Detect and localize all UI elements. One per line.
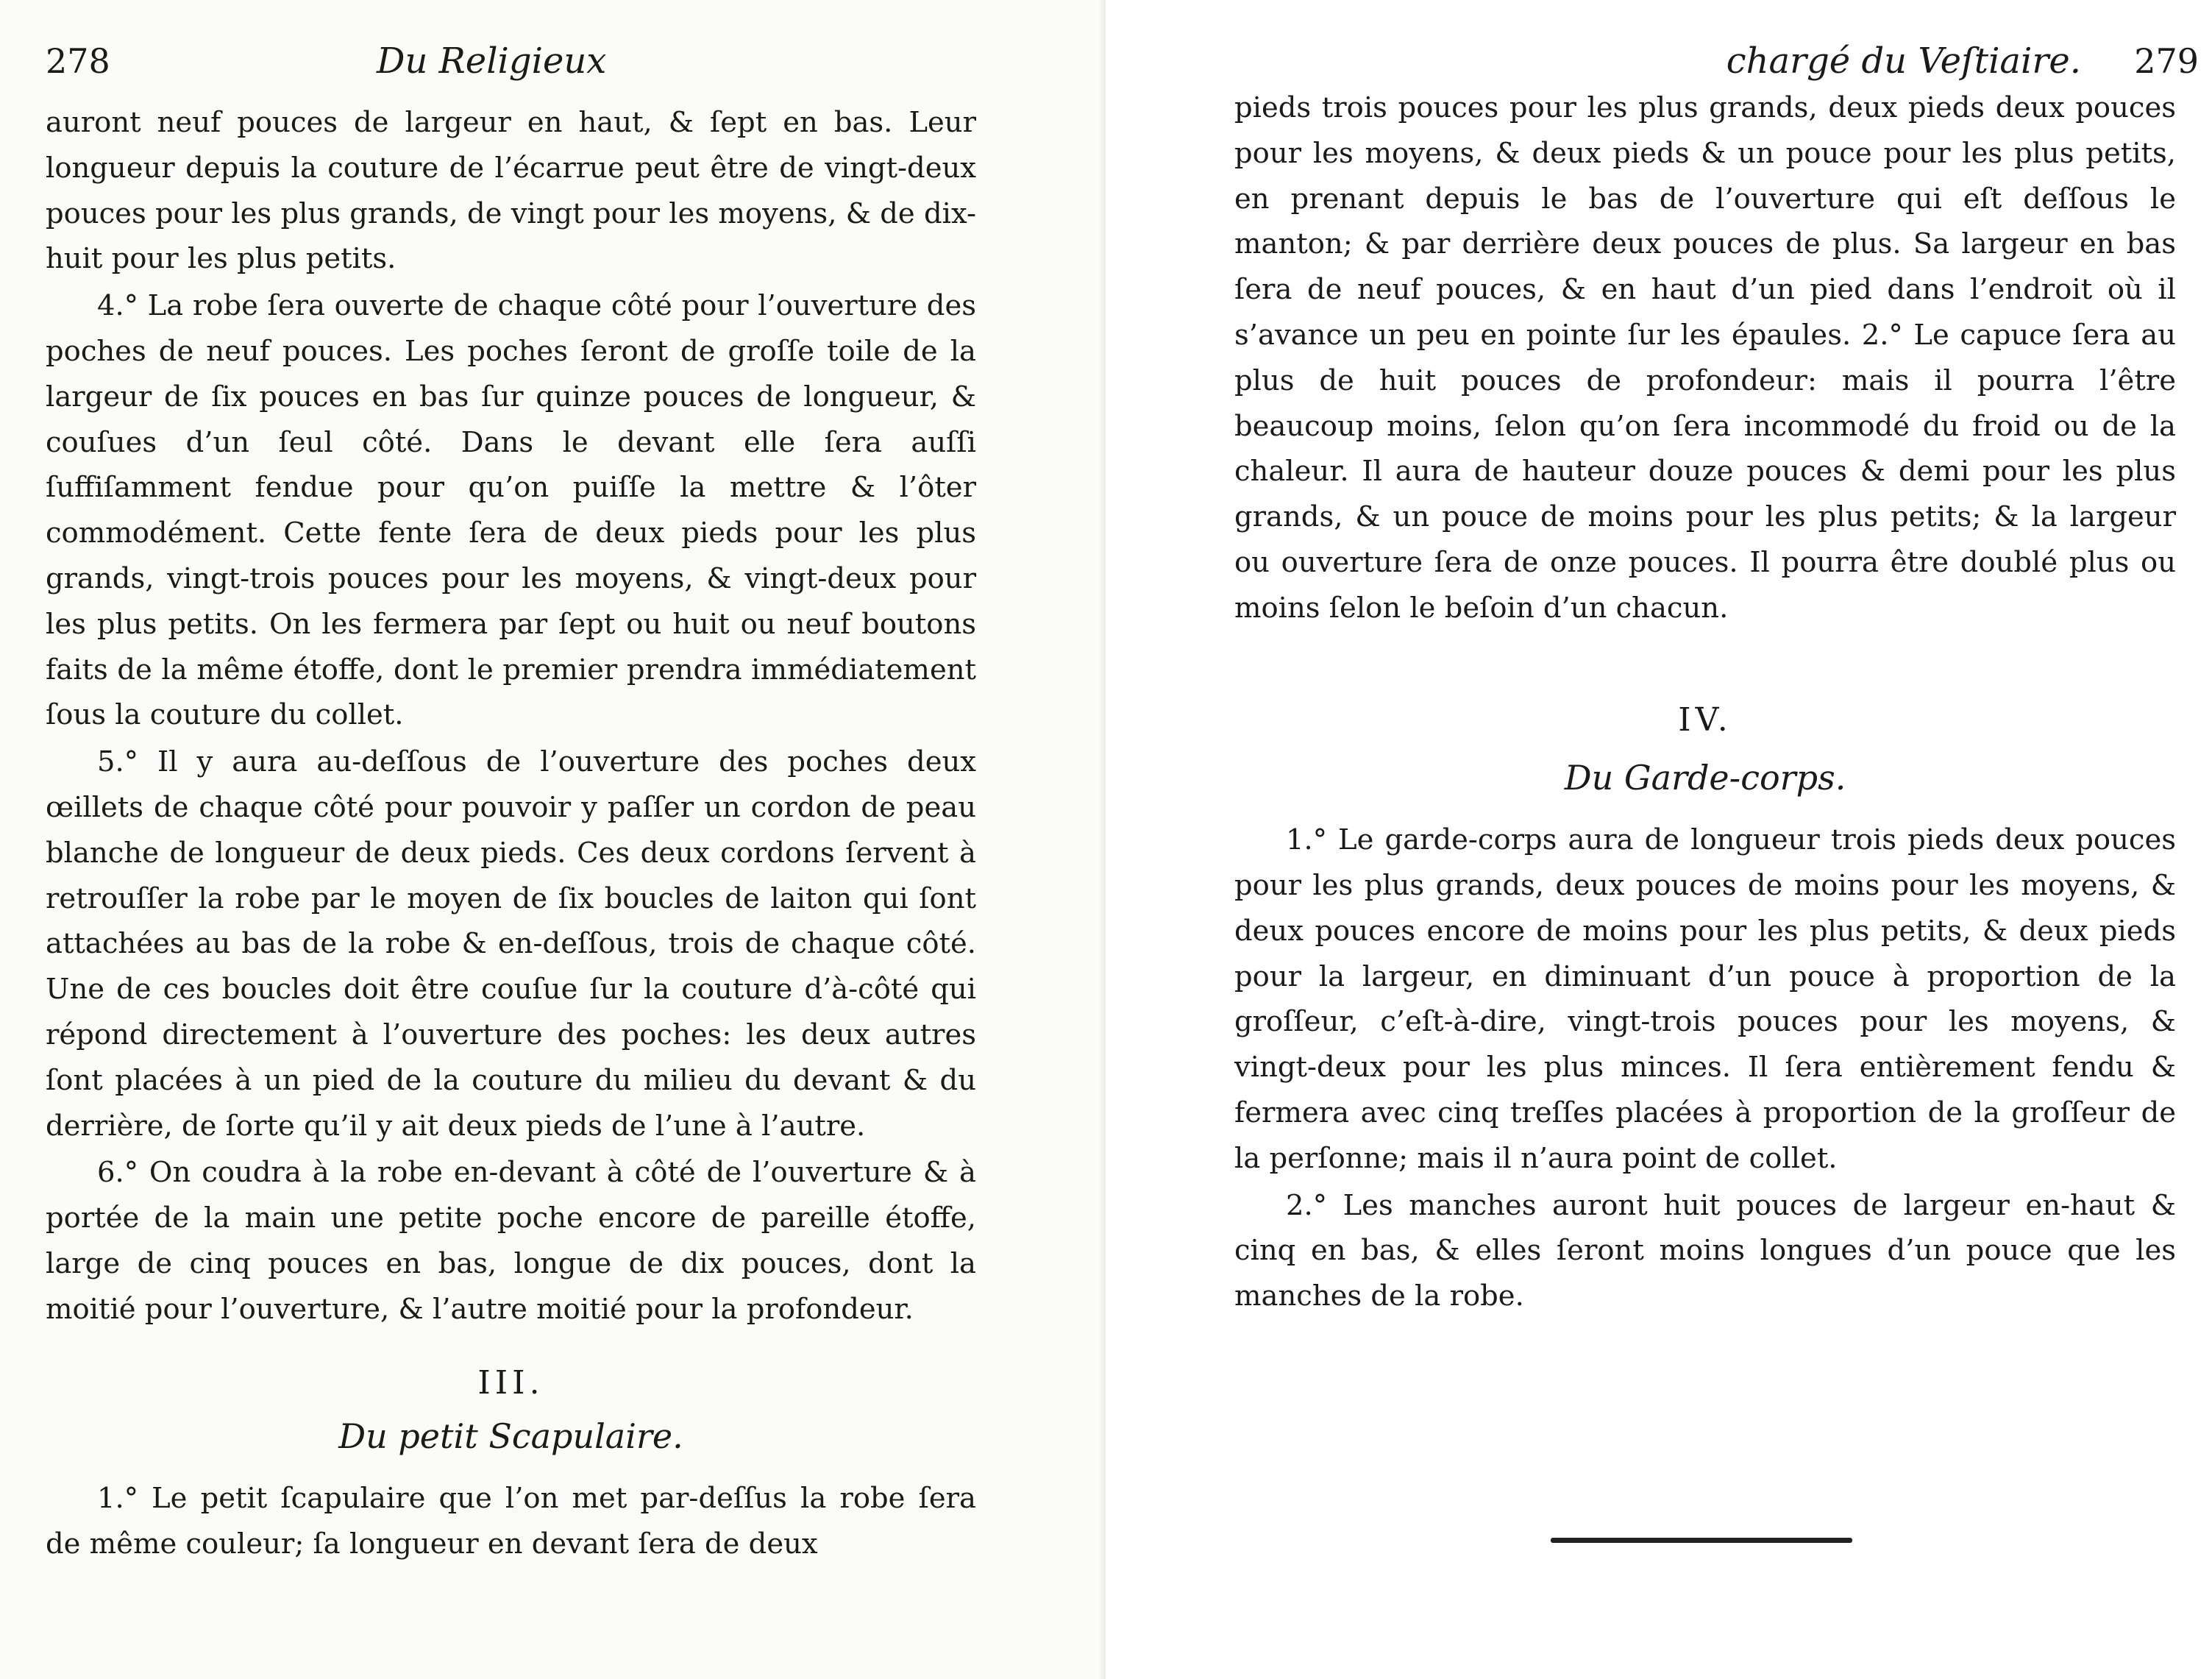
left-page-number: 278 <box>46 41 110 81</box>
end-rule <box>1551 1538 1852 1543</box>
section-number-iv: IV. <box>1678 700 1732 739</box>
left-intro-paragraph: auront neuf pouces de largeur en haut, & ſept en bas. Leur longueur depuis la couture de l’écarrue peut être de vingt-deux pouces pour les plus grands, de vingt pour les moyens, & de dix-huit pour les plus petits. <box>46 106 976 276</box>
section-title-petit-scapulaire: Du petit Scapulaire. <box>338 1416 683 1457</box>
right-intro-paragraph: pieds trois pouces pour les plus grands, deux pieds deux pouces pour les moyens, & deux pieds & un pouce pour les plus petits, en prenant depuis le bas de l’ouverture qui eſt deſſous le manton; & par derrière deux pouces de plus. Sa largeur en bas ſera de neuf pouces, & en haut d’un pied dans l’endroit où il s’avance un peu en pointe ſur les épaules. 2.° Le capuce ſera au plus de huit pouces de profondeur: mais il pourra l’être beaucoup moins, ſelon qu’on ſera incommodé du froid ou de la chaleur. Il aura de hauteur douze pouces & demi pour les plus grands, & un pouce de moins pour les plus petits; & la largeur ou ouverture ſera de onze pouces. Il pourra être doublé plus ou moins ſelon le beſoin d’un chacun. <box>1234 91 2176 625</box>
right-page-number: 279 <box>2134 41 2199 81</box>
left-paragraph-scapulaire-1: 1.° Le petit ſcapulaire que l’on met par-deſſus la robe ſera de même couleur; ſa longueur en devant ſera de deux <box>46 1482 976 1561</box>
left-body-text <box>46 100 976 1567</box>
left-paragraph-4: 4.° La robe ſera ouverte de chaque côté pour l’ouverture des poches de neuf pouces. Les poches ſeront de groſſe toile de la largeur de ſix pouces en bas ſur quinze pouces de longueur, & couſues d’un ſeul côté. Dans le devant elle ſera auſſi ſuffiſamment fendue pour qu’on puiſſe la mettre & l’ôter commodément. Cette fente ſera de deux pieds pour les plus grands, vingt-trois pouces pour les moyens, & vingt-deux pour les plus petits. On les fermera par ſept ou huit ou neuf boutons faits de la même étoffe, dont le premier prendra immédiatement ſous la couture du collet. <box>46 289 976 732</box>
right-running-title: chargé du Veſtiaire. <box>1726 40 2081 82</box>
section-number-iii: III. <box>477 1363 544 1402</box>
right-paragraph-1: 1.° Le garde-corps aura de longueur trois pieds deux pouces pour les plus grands, deux pouces de moins pour les moyens, & deux pouces encore de moins pour les plus petits, & deux pieds pour la largeur, en diminuant d’un pouce à proportion de la groſſeur, c’eſt-à-dire, vingt-trois pouces pour les moyens, & vingt-deux pour les plus minces. Il ſera entièrement fendu & fermera avec cinq treſſes placées à proportion de la groſſeur de la perſonne; mais il n’aura point de collet. <box>1234 823 2176 1175</box>
right-running-head <box>1231 28 2199 94</box>
section-title-garde-corps: Du Garde-corps. <box>1564 758 1846 798</box>
right-paragraph-2: 2.° Les manches auront huit pouces de largeur en-haut & cinq en bas, & elles ſeront moins longues d’un pouce que les manches de la robe. <box>1234 1188 2176 1313</box>
right-page <box>1106 0 2212 1679</box>
left-paragraph-5: 5.° Il y aura au-deſſous de l’ouverture des poches deux œillets de chaque côté pour pouvoir y paſſer un cordon de peau blanche de longueur de deux pieds. Ces deux cordons ſervent à retrouſſer la robe par le moyen de ſix boucles de laiton qui ſont attachées au bas de la robe & en-deſſous, trois de chaque côté. Une de ces boucles doit être couſue ſur la couture d’à-côté qui répond directement à l’ouverture des poches: les deux autres ſont placées à un pied de la couture du milieu du devant & du derrière, de ſorte qu’il y ait deux pieds de l’une à l’autre. <box>46 745 976 1143</box>
right-body-text <box>1234 85 2176 1319</box>
left-running-title: Du Religieux <box>377 40 607 82</box>
left-running-head <box>46 28 1017 94</box>
left-paragraph-6: 6.° On coudra à la robe en-devant à côté de l’ouverture & à portée de la main une petite poche encore de pareille étoffe, large de cinq pouces en bas, longue de dix pouces, dont la moitié pour l’ouverture, & l’autre moitié pour la profondeur. <box>46 1156 976 1326</box>
